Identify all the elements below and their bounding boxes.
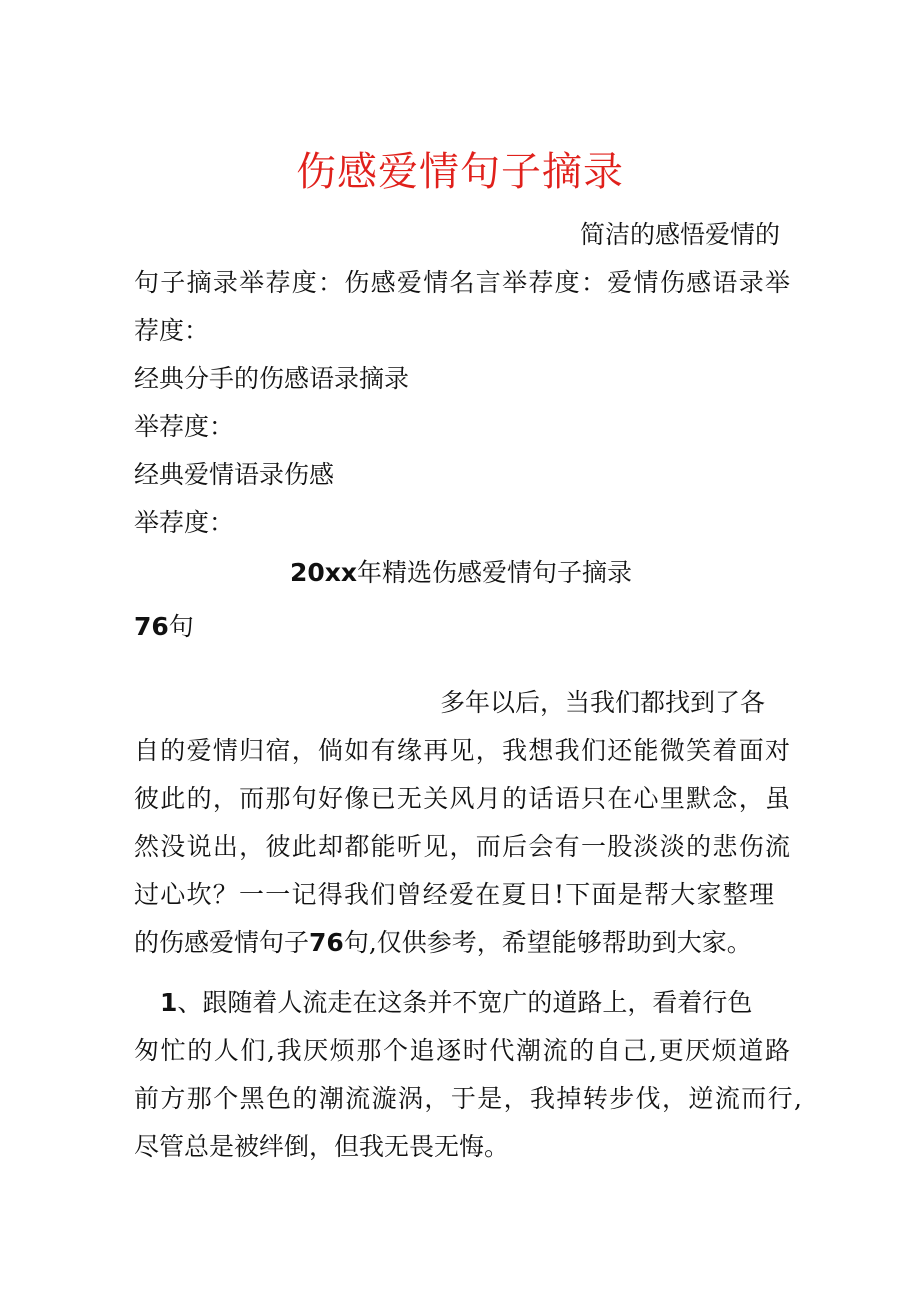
paragraph-2-line-4: 尽管总是被绊倒，但我无畏无悔。 [134, 1132, 510, 1161]
document-title: 伤感爱情句子摘录 [296, 149, 624, 195]
paragraph-1-line-3: 彼此的，而那句好像已无关风月的话语只在心里默念，虽 [134, 784, 790, 813]
heading-count-unit: 句 [168, 612, 194, 641]
paragraph-1-line-5: 过心坎？一一记得我们曾经爱在夏日!下面是帮大家整理 [134, 880, 774, 909]
intro-line-2: 句子摘录举荐度：伤感爱情名言举荐度：爱情伤感语录举 [134, 268, 790, 297]
heading-text: 年精选伤感爱情句子摘录 [357, 558, 633, 587]
item-1-label: 经典分手的伤感语录摘录 [134, 364, 410, 393]
paragraph-1-line-2: 自的爱情归宿，倘如有缘再见，我想我们还能微笑着面对 [134, 736, 790, 765]
intro-line-3: 荐度： [134, 316, 210, 345]
intro-line-1: 简洁的感悟爱情的 [580, 220, 781, 249]
paragraph-2-line-1 [160, 986, 752, 1020]
heading-year: 20xx [290, 558, 358, 587]
paragraph-2-line-3: 前方那个黑色的潮流漩涡，于是，我掉转步伐，逆流而行, [134, 1084, 802, 1113]
section-heading-count [134, 610, 194, 644]
paragraph-1-line-4: 然没说出，彼此却都能听见，而后会有一股淡淡的悲伤流 [134, 832, 790, 861]
paragraph-2-line-2: 匆忙的人们,我厌烦那个追逐时代潮流的自己,更厌烦道路 [134, 1036, 790, 1065]
paragraph-1-line-6-b: 句,仅供参考，希望能够帮助到大家。 [343, 928, 752, 957]
paragraph-1-line-6-a: 的伤感爱情句子 [134, 928, 310, 957]
paragraph-1-line-1: 多年以后，当我们都找到了各 [440, 688, 766, 717]
paragraph-2-number: 1 [160, 988, 178, 1017]
paragraph-2-line-1-text: 、跟随着人流走在这条并不宽广的道路上，看着行色 [177, 988, 753, 1017]
paragraph-1-line-6-num: 76 [309, 928, 344, 957]
heading-count: 76 [134, 612, 169, 641]
item-1-rating-label: 举荐度： [134, 412, 235, 441]
paragraph-1-line-6 [134, 926, 752, 960]
item-2-rating-label: 举荐度： [134, 508, 235, 537]
section-heading [290, 556, 632, 590]
item-2-label: 经典爱情语录伤感 [134, 460, 335, 489]
